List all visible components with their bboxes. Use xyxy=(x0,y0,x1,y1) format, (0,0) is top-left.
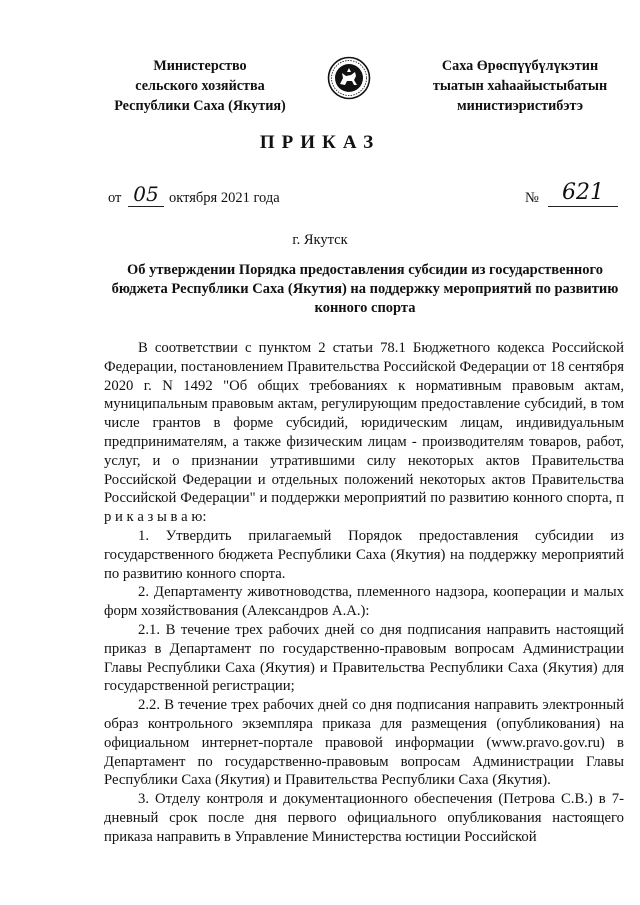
number-sign: № xyxy=(525,190,539,206)
paragraph: 2.1. В течение трех рабочих дней со дня подписания направить настоящий приказ в Департамент по государственно-правовым вопросам Администрации Главы Республики Саха (Якутия) и Правительства Республики Саха (Якутия) для государственной регистрации; xyxy=(104,621,624,695)
sakha-emblem-icon xyxy=(327,56,371,100)
date-month-year: октября 2021 года xyxy=(169,190,280,206)
ministry-name-sah xyxy=(405,56,635,116)
paragraph: 3. Отделу контроля и документационного обеспечения (Петрова С.В.) в 7-дневный срок после дня первого официального опубликования настоящего приказа направить в Управление Министерства юстиции Российской xyxy=(104,791,624,845)
paragraph: 2. Департаменту животноводства, племенного надзора, кооперации и малых форм хозяйствования (Александров А.А.): xyxy=(104,584,624,620)
order-body xyxy=(104,339,624,847)
paragraph: В соответствии с пунктом 2 статьи 78.1 Бюджетного кодекса Российской Федерации, постановлением Правительства Российской Федерации от 18 сентября 2020 г. N 1492 "Об общих требованиях к нормативным правовым актам, муниципальным правовым актам, регулирующим предоставление субсидий, в том числе грантов в форме субсидий, юридическим лицам, индивидуальным предпринимателям, а также физическим лицам - производителям товаров, работ, услуг, и о признании утратившими силу некоторых актов Правительства Российской Федерации и отдельных положений некоторых актов Правительства Российской Федерации" и поддержки мероприятий по развитию конного спорта, п р и к а з ы в а ю: xyxy=(104,340,624,526)
ministry-name-ru xyxy=(100,56,300,116)
order-number-handwritten: 621 xyxy=(548,180,618,207)
order-subject: Об утверждении Порядка предоставления субсидии из государственного бюджета Республики Саха (Якутия) на поддержку мероприятий по развитию конного спорта xyxy=(111,262,619,316)
ministry-name-sah-line: тыатын хаһаайыстыбатын xyxy=(432,78,608,94)
city: г. Якутск xyxy=(292,232,348,248)
date-day-handwritten: 05 xyxy=(128,182,164,207)
date-prefix: от xyxy=(108,190,122,206)
paragraph: 1. Утвердить прилагаемый Порядок предоставления субсидии из государственного бюджета Республики Саха (Якутия) на поддержку мероприятий по развитию конного спорта. xyxy=(104,527,624,582)
ministry-name-ru-line: Министерство xyxy=(153,58,247,74)
ministry-name-sah-line: министиэристибэтэ xyxy=(457,98,583,114)
paragraph: 2.2. В течение трех рабочих дней со дня подписания направить электронный образ контрольного экземпляра приказа для размещения (опубликования) на официальном интернет-портале правовой информации (www.pravo.gov.ru) в Департамент по государственно-правовым вопросам Администрации Главы Республики Саха (Якутия) и Правительства Республики Саха (Якутия). xyxy=(104,697,624,789)
date-line xyxy=(108,180,618,214)
ministry-name-sah-line: Саха Өрөспүүбүлүкэтин xyxy=(441,58,599,74)
ministry-name-ru-line: сельского хозяйства xyxy=(135,78,265,94)
document-title: ПРИКАЗ xyxy=(259,132,381,153)
ministry-name-ru-line: Республики Саха (Якутия) xyxy=(114,98,286,114)
